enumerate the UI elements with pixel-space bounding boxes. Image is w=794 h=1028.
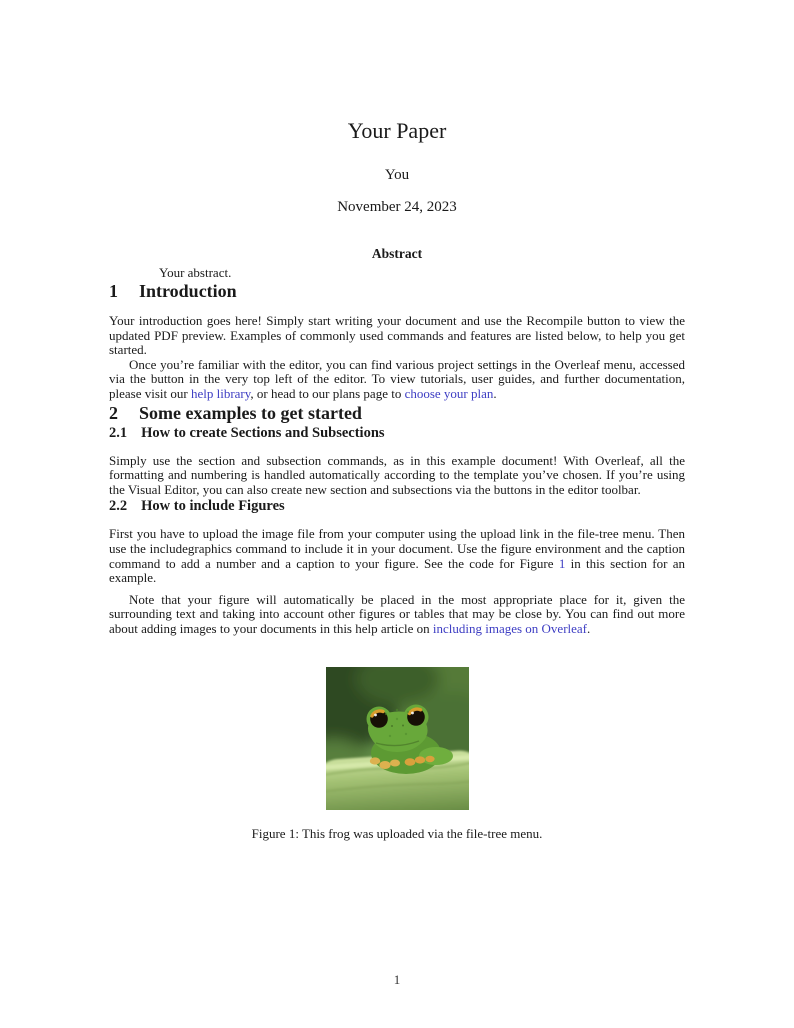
paragraph-intro-2 [109, 358, 685, 402]
subsection-number: 2.1 [109, 424, 128, 441]
paragraph-text: Note that your figure will automatically be placed in the most appropriate place for it, given the surrounding text and taking into account other figures or tables that may be close by. You can find out more about adding images to your documents in this help article on [109, 591, 685, 636]
subsection-heading-figures [109, 497, 685, 515]
section-title: Introduction [139, 281, 237, 301]
paragraph-text: , or head to our plans page to [250, 385, 405, 401]
help-library-link[interactable]: help library [190, 385, 251, 401]
frog-photo [326, 667, 469, 810]
section-heading-examples [109, 402, 685, 424]
subsection-number: 2.2 [109, 498, 128, 515]
paragraph-sections: Simply use the section and subsection commands, as in this example document! With Overleaf, all the formatting and numbering is handled automatically according to the template you’ve chosen. If you’re using the Visual Editor, you can also create new section and subsections via the buttons in the editor toolbar. [109, 452, 685, 497]
paragraph-figures-1 [109, 527, 685, 585]
figure-caption: Figure 1: This frog was uploaded via the file-tree menu. [251, 825, 543, 841]
paper-author: You [384, 167, 410, 183]
section-number: 2 [109, 402, 118, 423]
paragraph-figures-2 [109, 593, 685, 637]
figure-1 [109, 667, 685, 815]
abstract-heading: Abstract [371, 246, 423, 261]
choose-your-plan-link[interactable]: choose your plan [404, 385, 494, 401]
paper-title: Your Paper [347, 118, 447, 143]
paragraph-text: . [493, 385, 497, 401]
text-column [109, 0, 685, 842]
subsection-title: How to create Sections and Subsections [141, 424, 385, 441]
paragraph-text: Once you’re familiar with the editor, you can find various project settings in the Overleaf menu, accessed via the button in the very top left of the editor. To view tutorials, user guides, and further documentation, please visit our [109, 356, 685, 401]
paragraph-text: . [587, 620, 591, 636]
page-number: 1 [393, 972, 401, 987]
paper-date: November 24, 2023 [337, 199, 457, 215]
subsection-title: How to include Figures [141, 498, 285, 515]
paragraph-text: in this section for an example. [109, 555, 685, 586]
subsection-heading-sections [109, 424, 685, 442]
section-title: Some examples to get started [139, 402, 362, 423]
section-number: 1 [109, 281, 118, 301]
including-images-link[interactable]: including images on Overleaf [432, 620, 588, 636]
abstract-text: Your abstract. [159, 265, 232, 280]
section-heading-introduction [109, 280, 685, 302]
figure-1-ref-link[interactable]: 1 [558, 555, 566, 571]
paragraph-text: First you have to upload the image file from your computer using the upload link in the file-tree menu. Then use the includegraphics command to include it in your document. Use the figure environment and the caption command to add a number and a caption to your figure. See the code for Figure [109, 526, 685, 571]
paragraph-intro-1: Your introduction goes here! Simply start writing your document and use the Recompile button to view the updated PDF preview. Examples of commonly used commands and features are listed below, to help you get started. [109, 313, 685, 358]
